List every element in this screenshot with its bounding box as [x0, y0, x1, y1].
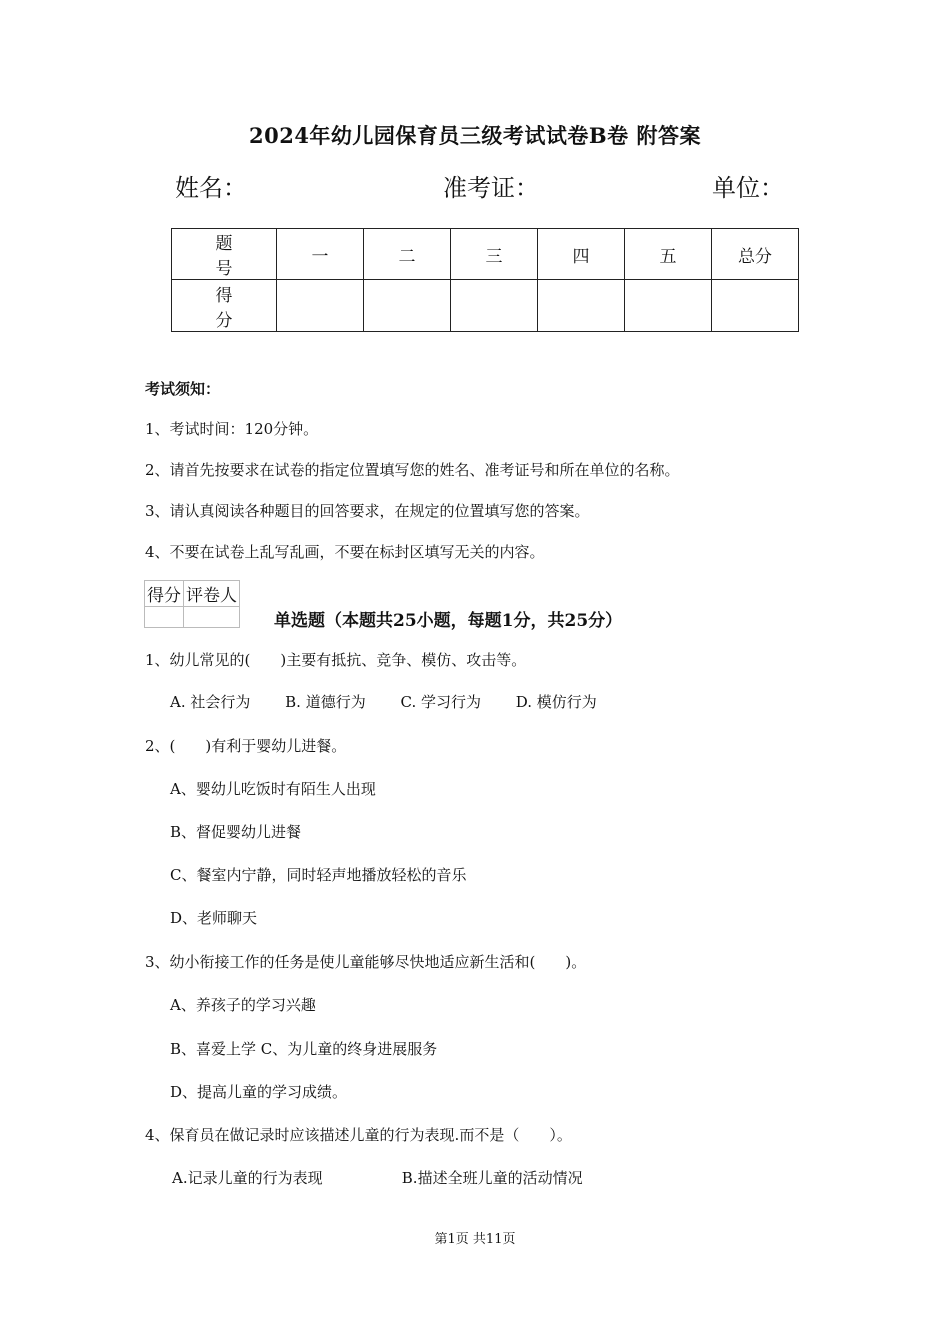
question-options	[170, 691, 627, 712]
grader-name-cell[interactable]	[184, 607, 240, 628]
notice-item: 4、不要在试卷上乱写乱画，不要在标封区填写无关的内容。	[145, 543, 545, 561]
option[interactable]: A、婴幼儿吃饭时有陌生人出现	[170, 780, 376, 798]
score-entry-cell[interactable]	[277, 280, 364, 332]
question-options	[172, 1167, 583, 1188]
exam-number-field-label: 准考证：	[443, 174, 539, 202]
score-entry-cell[interactable]	[712, 280, 799, 332]
score-table-cell: 题 号	[172, 229, 277, 280]
option[interactable]: A.记录儿童的行为表现	[172, 1169, 323, 1187]
question-stem: 1、幼儿常见的( )主要有抵抗、竞争、模仿、攻击等。	[145, 651, 527, 669]
question-stem: 3、幼小衔接工作的任务是使儿童能够尽快地适应新生活和( )。	[145, 953, 587, 971]
option[interactable]: B.描述全班儿童的活动情况	[401, 1169, 583, 1187]
score-table-cell: 三	[451, 229, 538, 280]
score-row-label: 得 分	[172, 280, 277, 332]
score-table-score-row	[172, 280, 799, 332]
grader-score-cell[interactable]	[145, 607, 184, 628]
page-footer: 第1页 共11页	[434, 1232, 516, 1247]
notice-item: 3、请认真阅读各种题目的回答要求，在规定的位置填写您的答案。	[145, 502, 590, 520]
option[interactable]: A、养孩子的学习兴趣	[170, 996, 316, 1014]
score-table	[171, 228, 799, 332]
score-entry-cell[interactable]	[625, 280, 712, 332]
notice-heading: 考试须知：	[145, 380, 221, 398]
unit-field-label: 单位：	[712, 174, 784, 202]
question-stem: 2、( )有利于婴幼儿进餐。	[145, 737, 347, 755]
score-table-cell: 五	[625, 229, 712, 280]
name-field-label: 姓名：	[175, 174, 247, 202]
score-table-header-row	[172, 229, 799, 280]
score-table-cell: 一	[277, 229, 364, 280]
score-table-cell: 二	[364, 229, 451, 280]
score-table-cell: 四	[538, 229, 625, 280]
notice-item: 2、请首先按要求在试卷的指定位置填写您的姓名、准考证号和所在单位的名称。	[145, 461, 680, 479]
option[interactable]: D、提高儿童的学习成绩。	[170, 1083, 348, 1101]
option[interactable]: B、督促婴幼儿进餐	[170, 823, 302, 841]
option[interactable]: D、老师聊天	[170, 909, 258, 927]
notice-item: 1、考试时间：120分钟。	[145, 420, 319, 438]
option[interactable]: B、喜爱上学 C、为儿童的终身进展服务	[170, 1040, 438, 1058]
option[interactable]: C、餐室内宁静，同时轻声地播放轻松的音乐	[170, 866, 467, 884]
section-title: 单选题（本题共25小题，每题1分，共25分）	[274, 611, 623, 631]
grader-score-label: 得分	[145, 581, 184, 607]
score-entry-cell[interactable]	[451, 280, 538, 332]
score-entry-cell[interactable]	[364, 280, 451, 332]
option[interactable]: D. 模仿行为	[515, 693, 597, 711]
document-title: 2024年幼儿园保育员三级考试试卷B卷 附答案	[248, 123, 701, 148]
score-entry-cell[interactable]	[538, 280, 625, 332]
grader-box	[144, 580, 240, 628]
option[interactable]: A. 社会行为	[170, 693, 251, 711]
score-table-cell: 总分	[712, 229, 799, 280]
question-stem: 4、保育员在做记录时应该描述儿童的行为表现.而不是（ ）。	[145, 1126, 572, 1144]
option[interactable]: B. 道德行为	[285, 693, 366, 711]
option[interactable]: C. 学习行为	[400, 693, 481, 711]
grader-name-label: 评卷人	[184, 581, 240, 607]
